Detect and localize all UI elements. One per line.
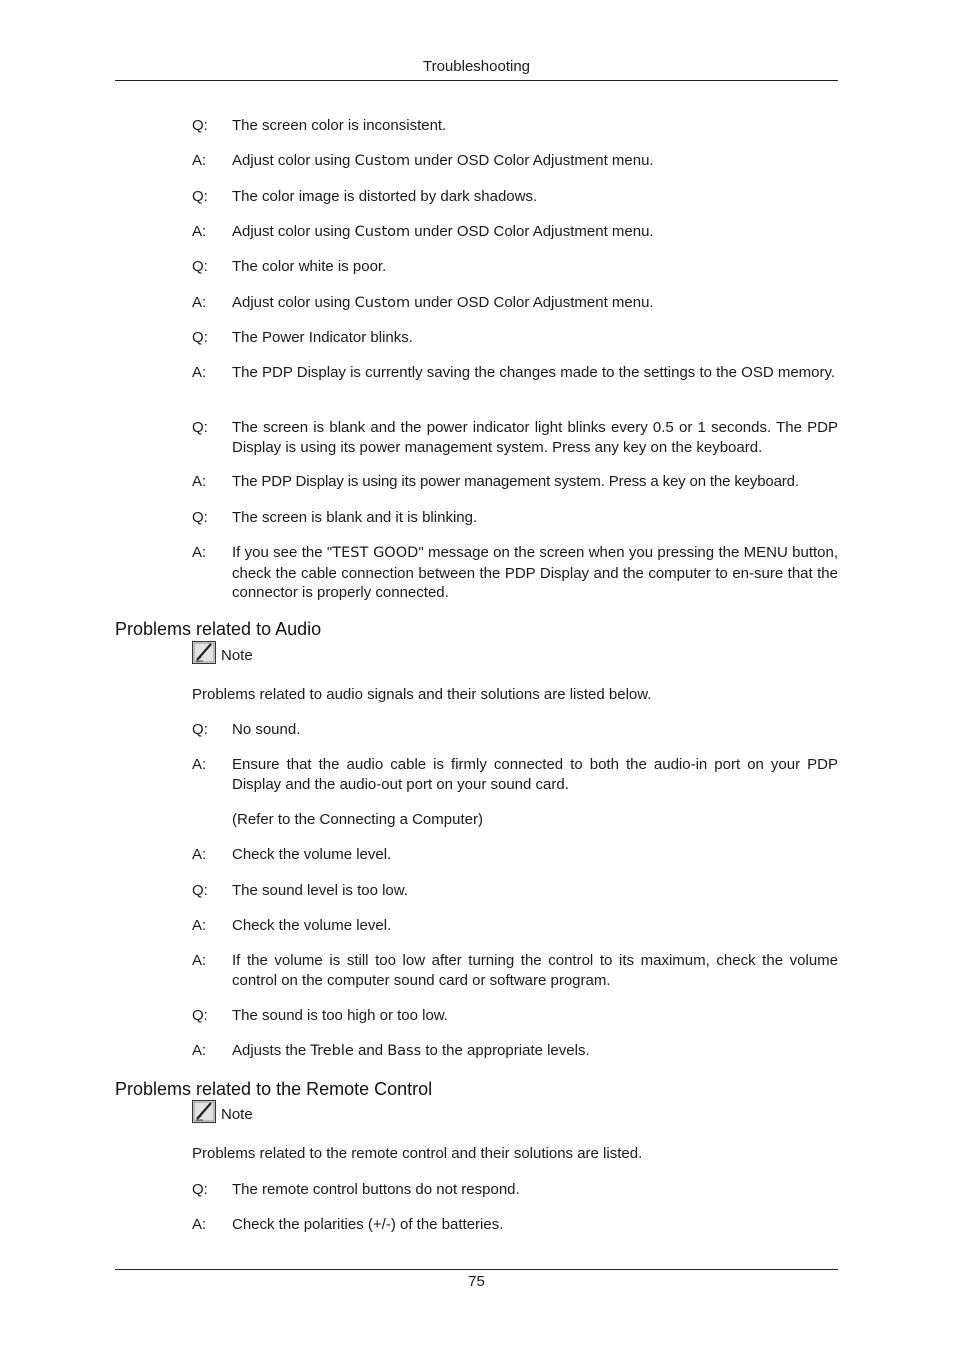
qa-text: The Power Indicator blinks.	[232, 329, 413, 346]
qa-text: Check the volume level.	[232, 846, 392, 863]
qa-key: Q:	[192, 721, 208, 738]
qa-key: Q:	[192, 258, 208, 275]
note-icon	[192, 641, 217, 665]
note-label: Note	[221, 1106, 253, 1123]
qa-key: A:	[192, 544, 207, 561]
qa-text: No sound.	[232, 721, 301, 738]
section-intro: Problems related to audio signals and their solutions are listed below.	[192, 686, 652, 703]
qa-text: The screen is blank and it is blinking.	[232, 509, 478, 526]
qa-text: The sound level is too low.	[232, 882, 408, 899]
qa-key: Q:	[192, 329, 208, 346]
section-heading-audio: Problems related to Audio	[115, 619, 322, 639]
text-run: Adjusts the	[232, 1042, 311, 1059]
footer-rule	[115, 1269, 838, 1270]
qa-text	[232, 293, 838, 314]
note-callout	[192, 1100, 253, 1124]
note-icon	[192, 1100, 217, 1124]
text-run: under OSD Color Adjustment menu.	[410, 152, 654, 169]
qa-text	[232, 151, 838, 172]
qa-text	[232, 543, 838, 603]
qa-text: The PDP Display is currently saving the changes made to the settings to the OSD memory.	[232, 364, 836, 381]
qa-text: If the volume is still too low after turning the control to its maximum, check the volume control on the computer sound card or software program.	[232, 952, 838, 989]
text-run: and	[353, 1042, 388, 1059]
qa-text: The screen color is inconsistent.	[232, 117, 447, 134]
qa-item	[192, 720, 838, 740]
qa-item	[192, 916, 838, 936]
header-title: Troubleshooting	[422, 58, 530, 75]
qa-item	[192, 1180, 838, 1200]
text-run: Adjust color using	[232, 294, 355, 311]
qa-item	[192, 845, 838, 865]
ui-term: Bass	[387, 1043, 422, 1059]
qa-key: A:	[192, 364, 207, 381]
qa-item	[192, 881, 838, 901]
ui-term: TEST GOOD	[332, 545, 419, 561]
qa-item	[192, 543, 838, 603]
text-run: under OSD Color Adjustment menu.	[410, 223, 654, 240]
ui-term: Custom	[354, 153, 411, 169]
text-run: Adjust color using	[232, 152, 355, 169]
qa-key: A:	[192, 1216, 207, 1233]
qa-key: A:	[192, 952, 207, 969]
qa-key: A:	[192, 223, 207, 240]
qa-item	[192, 418, 838, 457]
qa-key: Q:	[192, 419, 208, 436]
note-callout	[192, 641, 253, 665]
qa-item	[192, 1041, 838, 1062]
qa-key: Q:	[192, 509, 208, 526]
qa-text	[232, 1041, 838, 1062]
qa-key: Q:	[192, 1181, 208, 1198]
qa-item	[192, 363, 838, 383]
qa-item	[192, 328, 838, 348]
qa-text: The remote control buttons do not respond.	[232, 1181, 520, 1198]
header-rule	[115, 80, 838, 81]
text-run: under OSD Color Adjustment menu.	[410, 294, 654, 311]
qa-item	[192, 1215, 838, 1235]
qa-text: Ensure that the audio cable is firmly connected to both the audio-in port on your PDP Display and the audio-out port on your sound card.	[232, 756, 838, 793]
qa-text: The color white is poor.	[232, 258, 387, 275]
qa-text: The sound is too high or too low.	[232, 1007, 448, 1024]
qa-key: A:	[192, 152, 207, 169]
qa-item	[192, 1006, 838, 1026]
qa-item	[192, 187, 838, 207]
qa-key: Q:	[192, 882, 208, 899]
note-label: Note	[221, 647, 253, 664]
text-run: If you see the "	[232, 544, 333, 561]
qa-text: The screen is blank and the power indicator light blinks every 0.5 or 1 seconds. The PDP Display is using its power management system. Press any key on the keyboard.	[232, 419, 838, 456]
ui-term: Custom	[354, 224, 411, 240]
qa-item	[192, 755, 838, 794]
qa-key: A:	[192, 917, 207, 934]
text-run: to the appropriate levels.	[421, 1042, 590, 1059]
qa-note-text: (Refer to the Connecting a Computer)	[232, 811, 483, 828]
qa-text: The color image is distorted by dark shadows.	[232, 188, 538, 205]
qa-text: The PDP Display is using its power management system. Press a key on the keyboard.	[232, 473, 799, 490]
qa-text	[232, 222, 838, 243]
qa-key: A:	[192, 294, 207, 311]
qa-item	[192, 472, 838, 492]
qa-key: A:	[192, 756, 207, 773]
qa-key: Q:	[192, 117, 208, 134]
qa-text: Check the polarities (+/-) of the batteries.	[232, 1216, 504, 1233]
section-intro: Problems related to the remote control and their solutions are listed.	[192, 1145, 643, 1162]
qa-key: A:	[192, 846, 207, 863]
qa-key: Q:	[192, 1007, 208, 1024]
qa-item	[192, 222, 838, 243]
qa-item	[192, 293, 838, 314]
qa-item	[192, 116, 838, 136]
ui-term: Custom	[354, 295, 411, 311]
qa-item	[192, 257, 838, 277]
text-run: Adjust color using	[232, 223, 355, 240]
qa-key: A:	[192, 1042, 207, 1059]
ui-term: Treble	[310, 1043, 354, 1059]
section-heading-remote: Problems related to the Remote Control	[115, 1079, 433, 1099]
qa-item	[192, 951, 838, 990]
qa-text: Check the volume level.	[232, 917, 392, 934]
qa-item	[192, 151, 838, 172]
qa-key: Q:	[192, 188, 208, 205]
qa-item	[192, 508, 838, 528]
qa-key: A:	[192, 473, 207, 490]
page-number: 75	[468, 1273, 485, 1290]
text-run: " message on the screen when you pressing the MENU button, check the cable connection between the PDP Display and the computer to en-sure that the connector is properly connected.	[232, 544, 838, 601]
